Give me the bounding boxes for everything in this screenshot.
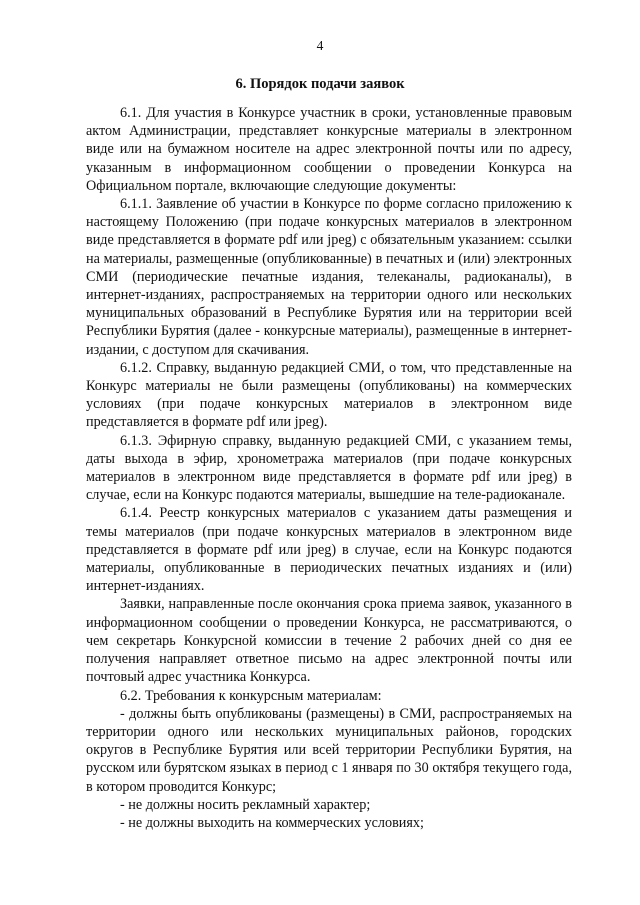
paragraph-6-1-1: 6.1.1. Заявление об участии в Конкурсе по форме согласно приложению к настоящему Положению (при подаче конкурсных материалов в электронном виде представляется в формате pdf или jpeg) с обязательным указанием: ссылки на материалы, размещенные (опубликованные) в печатных и (или) электронных СМИ (периодические печатные издания, телеканалы, радиоканалы), в интернет-изданиях, распространяемых на территории одного или нескольких муниципальных образований в Республике Бурятия или на территории всей Республики Бурятия (далее - конкурсные материалы), размещенные в интернет-издании, с доступом для скачивания. [86,196,572,358]
paragraph-6-1-4: 6.1.4. Реестр конкурсных материалов с указанием даты размещения и темы материалов (при подаче конкурсных материалов в электронном виде представляется в формате pdf или jpeg) в случае, если на Конкурс подаются материалы, опубликованные в периодических печатных изданиях и (или) интернет-изданиях. [86,505,572,595]
section-heading: 6. Порядок подачи заявок [235,76,405,92]
requirement-item-2: - не должны носить рекламный характер; [120,796,371,813]
paragraph-late-applications: Заявки, направленные после окончания срока приема заявок, указанного в информационном сообщении о проведении Конкурса, не рассматриваются, о чем секретарь Конкурсной комиссии в течение 2 рабочих дней со дня ее получения направляет ответное письмо на адрес электронной почты или почтовый адрес участника Конкурса. [86,596,572,686]
page-number: 4 [316,38,324,53]
paragraph-6-1: 6.1. Для участия в Конкурсе участник в сроки, установленные правовым актом Администрации, представляет конкурсные материалы в электронном виде или на бумажном носителе на адрес электронной почты или по адресу, указанным в информационном сообщении о проведении Конкурса на Официальном портале, включающие следующие документы: [86,105,572,194]
paragraph-6-1-2: 6.1.2. Справку, выданную редакцией СМИ, о том, что представленные на Конкурс материалы не были размещены (опубликованы) на коммерческих условиях (при подаче конкурсных материалов в электронном виде представляется в формате pdf или jpeg). [86,359,572,431]
paragraph-6-2: 6.2. Требования к конкурсным материалам: [120,687,382,704]
requirement-item-3: - не должны выходить на коммерческих условиях; [120,814,424,831]
requirement-item-1: - должны быть опубликованы (размещены) в СМИ, распространяемых на территории одного или нескольких муниципальных районов, городских округов в Республике Бурятия или всей территории Республики Бурятия, на русском или бурятском языках в период с 1 января по 30 октября текущего года, в котором проводится Конкурс; [86,705,572,795]
paragraph-6-1-3: 6.1.3. Эфирную справку, выданную редакцией СМИ, с указанием темы, даты выхода в эфир, хронометража материалов (при подаче конкурсных материалов в электронном виде представляется в формате pdf или jpeg) в случае, если на Конкурс подаются материалы, вышедшие на теле-радиоканале. [86,432,572,504]
document-body [86,104,572,832]
